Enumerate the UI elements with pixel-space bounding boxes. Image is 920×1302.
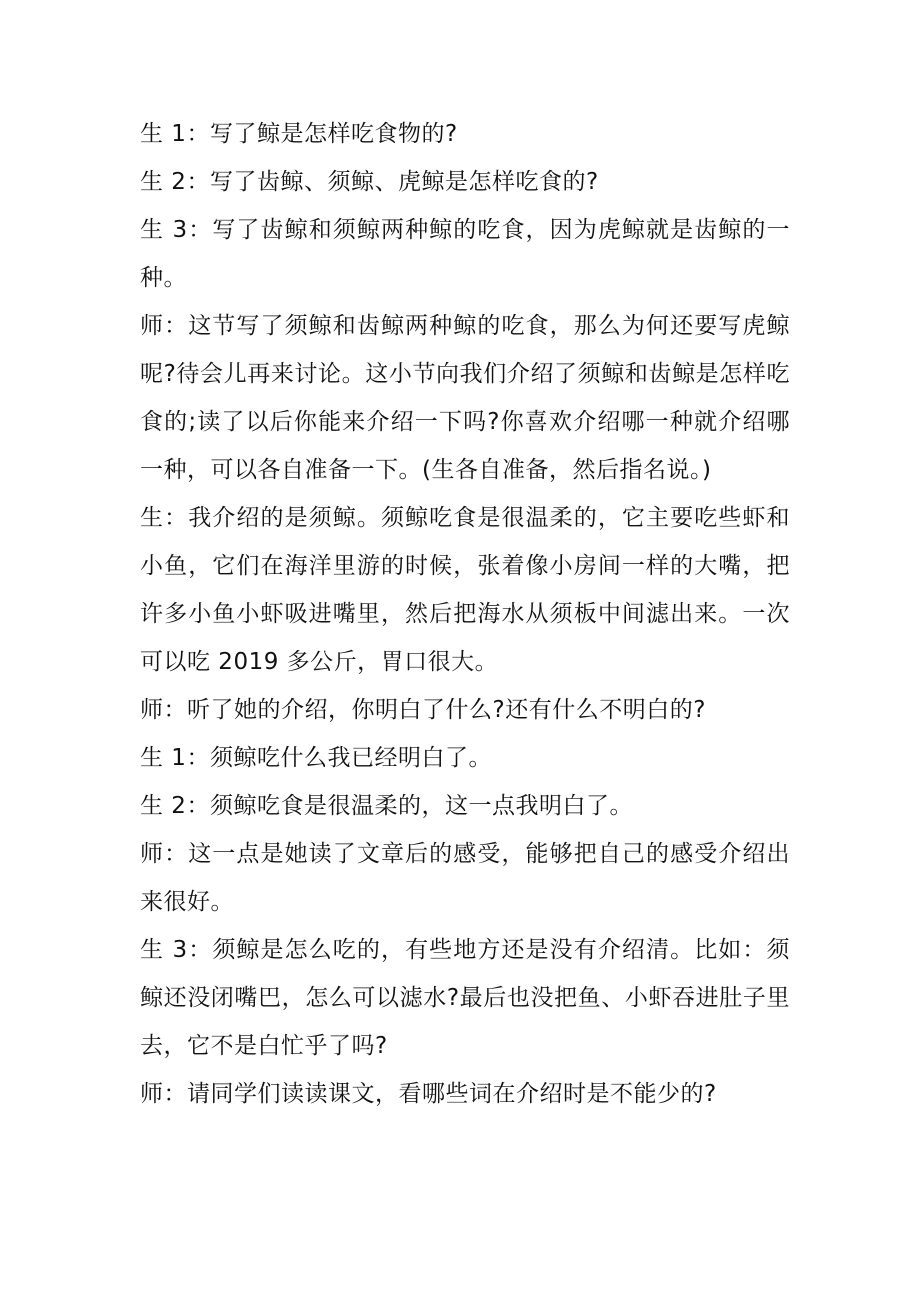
- dialogue-line-student3-q: 生 3：写了齿鲸和须鲸两种鲸的吃食，因为虎鲸就是齿鲸的一种。: [140, 217, 790, 291]
- dialogue-line-student1-q: 生 1：写了鲸是怎样吃食物的?: [140, 121, 458, 147]
- dialogue-line-teacher-task: 师：请同学们读读课文，看哪些词在介绍时是不能少的?: [140, 1081, 717, 1107]
- dialogue-line-teacher-intro: 师：这节写了须鲸和齿鲸两种鲸的吃食，那么为何还要写虎鲸呢?待会儿再来讨论。这小节向我们介绍了须鲸和齿鲸是怎样吃食的;读了以后你能来介绍一下吗?你喜欢介绍哪一种就介绍哪一种，可以各自准备一下。(生各自准备，然后指名说。): [140, 313, 790, 483]
- dialogue-line-student-baleen: 生：我介绍的是须鲸。须鲸吃食是很温柔的，它主要吃些虾和小鱼，它们在海洋里游的时候，张着像小房间一样的大嘴，把许多小鱼小虾吸进嘴里，然后把海水从须板中间滤出来。一次可以吃 2019 多公斤，胃口很大。: [140, 505, 790, 675]
- dialogue-body: [140, 110, 790, 1118]
- dialogue-line-student3-a: 生 3：须鲸是怎么吃的，有些地方还是没有介绍清。比如：须鲸还没闭嘴巴，怎么可以滤水?最后也没把鱼、小虾吞进肚子里去，它不是白忙乎了吗?: [140, 937, 790, 1059]
- dialogue-line-student2-a: 生 2：须鲸吃食是很温柔的，这一点我明白了。: [140, 793, 633, 819]
- dialogue-line-teacher-praise: 师：这一点是她读了文章后的感受，能够把自己的感受介绍出来很好。: [140, 841, 790, 915]
- dialogue-line-student1-a: 生 1：须鲸吃什么我已经明白了。: [140, 745, 492, 771]
- dialogue-line-teacher-ask: 师：听了她的介绍，你明白了什么?还有什么不明白的?: [140, 697, 706, 723]
- dialogue-line-student2-q: 生 2：写了齿鲸、须鲸、虎鲸是怎样吃食的?: [140, 169, 599, 195]
